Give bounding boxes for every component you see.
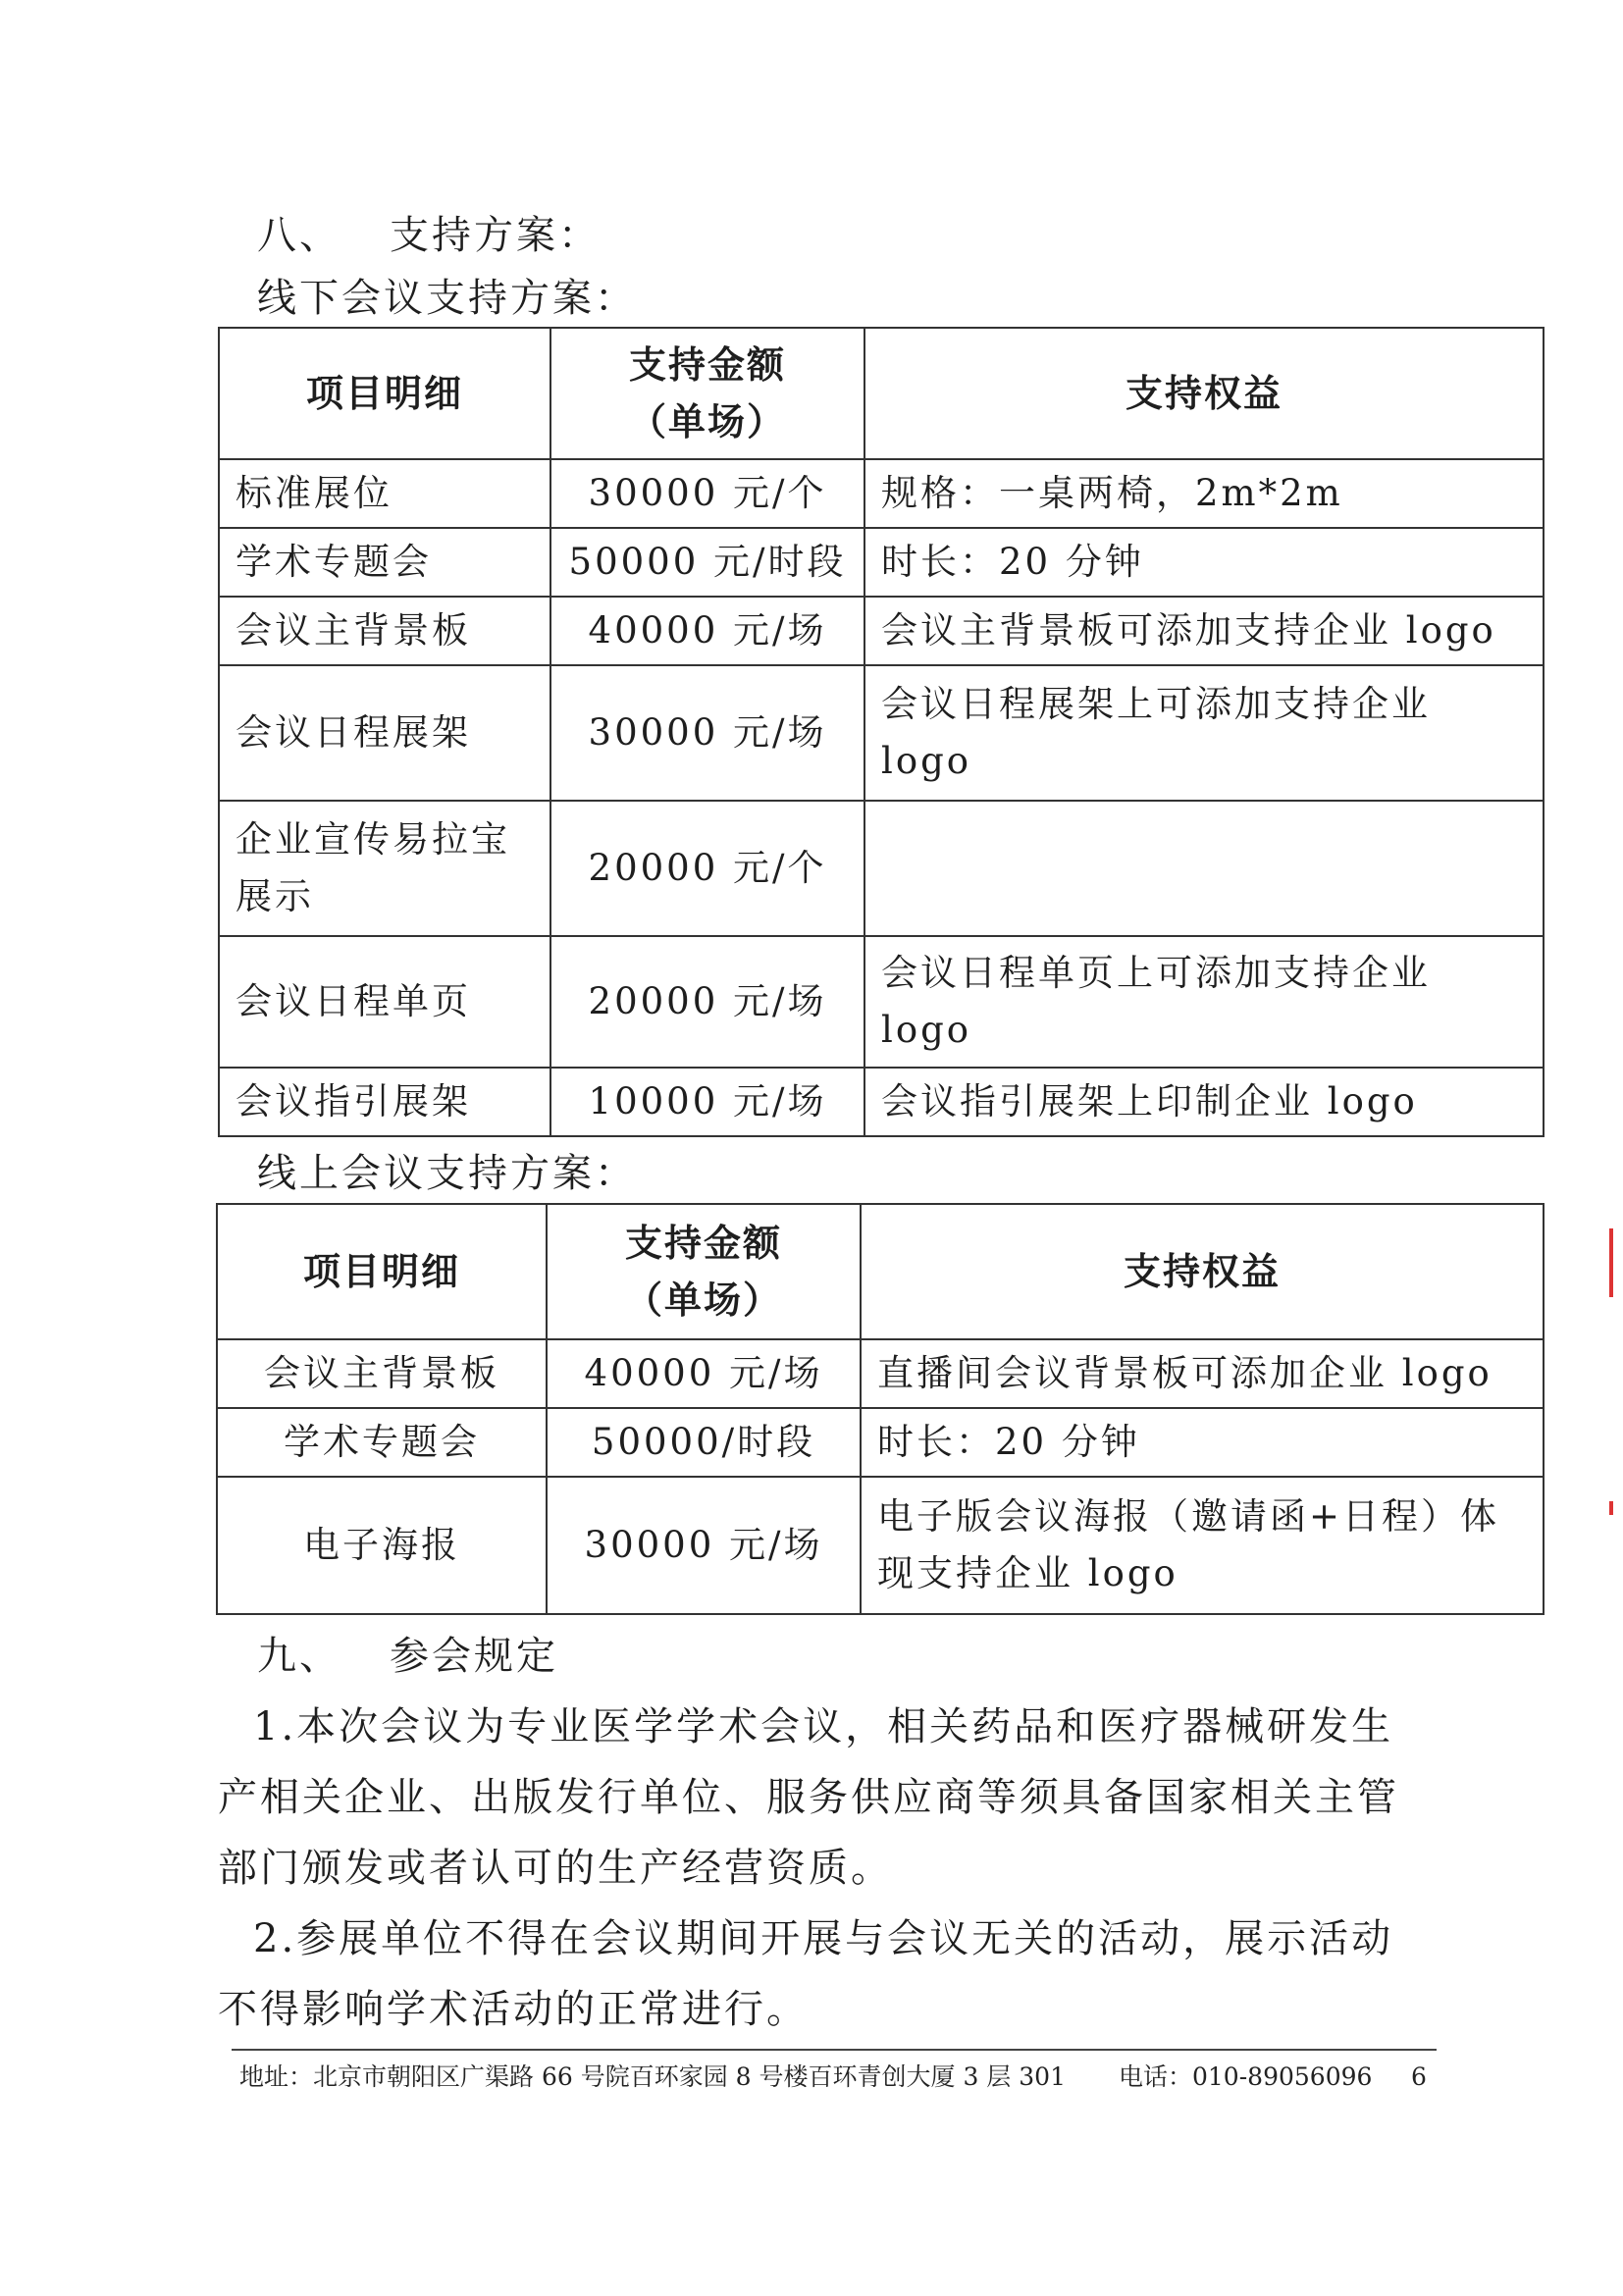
rule-1-text: 1.本次会议为专业医学学术会议，相关药品和医疗器械研发生产相关企业、出版发行单位、服务供应商等须具备国家相关主管部门颁发或者认可的生产经营资质。	[218, 1704, 1399, 1891]
online-header-row	[217, 1204, 1544, 1339]
offline-row-3-item: 会议主背景板	[219, 597, 550, 665]
offline-header-amount-line2: （单场）	[628, 400, 786, 444]
section-8-title: 支持方案：	[390, 213, 601, 258]
table-row	[219, 597, 1544, 665]
section-9-number: 九、	[257, 1634, 341, 1679]
section-8-number: 八、	[257, 213, 341, 258]
offline-plan-title: 线下会议支持方案：	[257, 276, 637, 321]
section-9-heading	[257, 1633, 558, 1680]
section-9-title: 参会规定	[390, 1634, 558, 1679]
online-row-1-amount: 40000 元/场	[547, 1339, 861, 1408]
online-header-item: 项目明细	[217, 1204, 547, 1339]
online-header-amount-line1: 支持金额	[624, 1222, 782, 1265]
footer-address: 地址：北京市朝阳区广渠路 66 号院百环家园 8 号楼百环青创大厦 3 层 301	[239, 2062, 1066, 2091]
offline-row-3-benefit: 会议主背景板可添加支持企业 logo	[864, 597, 1544, 665]
table-row	[217, 1339, 1544, 1408]
offline-row-4-amount: 30000 元/场	[550, 665, 864, 801]
online-row-2-item: 学术专题会	[217, 1408, 547, 1477]
offline-row-6-benefit: 会议日程单页上可添加支持企业 logo	[864, 936, 1544, 1068]
offline-row-6-item: 会议日程单页	[219, 936, 550, 1068]
offline-header-amount-line1: 支持金额	[628, 343, 786, 387]
offline-row-2-amount: 50000 元/时段	[550, 528, 864, 597]
online-header-amount-line2: （单场）	[624, 1278, 782, 1322]
online-plan-title: 线上会议支持方案：	[257, 1151, 637, 1196]
table-row	[217, 1477, 1544, 1614]
offline-header-item: 项目明细	[219, 328, 550, 459]
offline-row-1-benefit: 规格：一桌两椅，2m*2m	[864, 459, 1544, 528]
offline-row-1-amount: 30000 元/个	[550, 459, 864, 528]
table-row	[219, 665, 1544, 801]
offline-header-benefit: 支持权益	[864, 328, 1544, 459]
online-header-amount	[547, 1204, 861, 1339]
table-row	[217, 1408, 1544, 1477]
offline-row-5-amount: 20000 元/个	[550, 801, 864, 936]
online-row-1-item: 会议主背景板	[217, 1339, 547, 1408]
section-8-heading	[257, 212, 601, 259]
rule-paragraph-1	[218, 1692, 1435, 1904]
table-row	[219, 1068, 1544, 1136]
table-row	[219, 459, 1544, 528]
offline-row-4-benefit: 会议日程展架上可添加支持企业 logo	[864, 665, 1544, 801]
rule-2-text: 2.参展单位不得在会议期间开展与会议无关的活动，展示活动不得影响学术活动的正常进行。	[218, 1916, 1394, 2032]
online-row-3-item: 电子海报	[217, 1477, 547, 1614]
offline-row-2-benefit: 时长：20 分钟	[864, 528, 1544, 597]
offline-header-row	[219, 328, 1544, 459]
offline-header-amount	[550, 328, 864, 459]
offline-row-7-item: 会议指引展架	[219, 1068, 550, 1136]
online-row-3-amount: 30000 元/场	[547, 1477, 861, 1614]
offline-row-2-item: 学术专题会	[219, 528, 550, 597]
online-row-2-amount: 50000/时段	[547, 1408, 861, 1477]
online-row-2-benefit: 时长：20 分钟	[861, 1408, 1544, 1477]
online-header-benefit: 支持权益	[861, 1204, 1544, 1339]
offline-row-5-item: 企业宣传易拉宝展示	[219, 801, 550, 936]
rule-paragraph-2	[218, 1904, 1435, 2045]
offline-row-3-amount: 40000 元/场	[550, 597, 864, 665]
offline-row-7-benefit: 会议指引展架上印制企业 logo	[864, 1068, 1544, 1136]
footer-page-number: 6	[1411, 2062, 1427, 2091]
offline-row-5-benefit	[864, 801, 1544, 936]
offline-row-6-amount: 20000 元/场	[550, 936, 864, 1068]
table-row	[219, 528, 1544, 597]
seal-mark-edge	[1609, 1501, 1613, 1515]
offline-row-7-amount: 10000 元/场	[550, 1068, 864, 1136]
table-row	[219, 801, 1544, 936]
footer-phone: 电话：010-89056096	[1119, 2062, 1373, 2091]
online-row-3-benefit: 电子版会议海报（邀请函+日程）体现支持企业 logo	[861, 1477, 1544, 1614]
offline-plan-table	[218, 327, 1544, 1137]
online-row-1-benefit: 直播间会议背景板可添加企业 logo	[861, 1339, 1544, 1408]
footer-divider	[232, 2049, 1437, 2051]
offline-row-1-item: 标准展位	[219, 459, 550, 528]
offline-row-4-item: 会议日程展架	[219, 665, 550, 801]
online-plan-table	[216, 1203, 1544, 1615]
table-row	[219, 936, 1544, 1068]
seal-mark-edge	[1609, 1228, 1613, 1297]
